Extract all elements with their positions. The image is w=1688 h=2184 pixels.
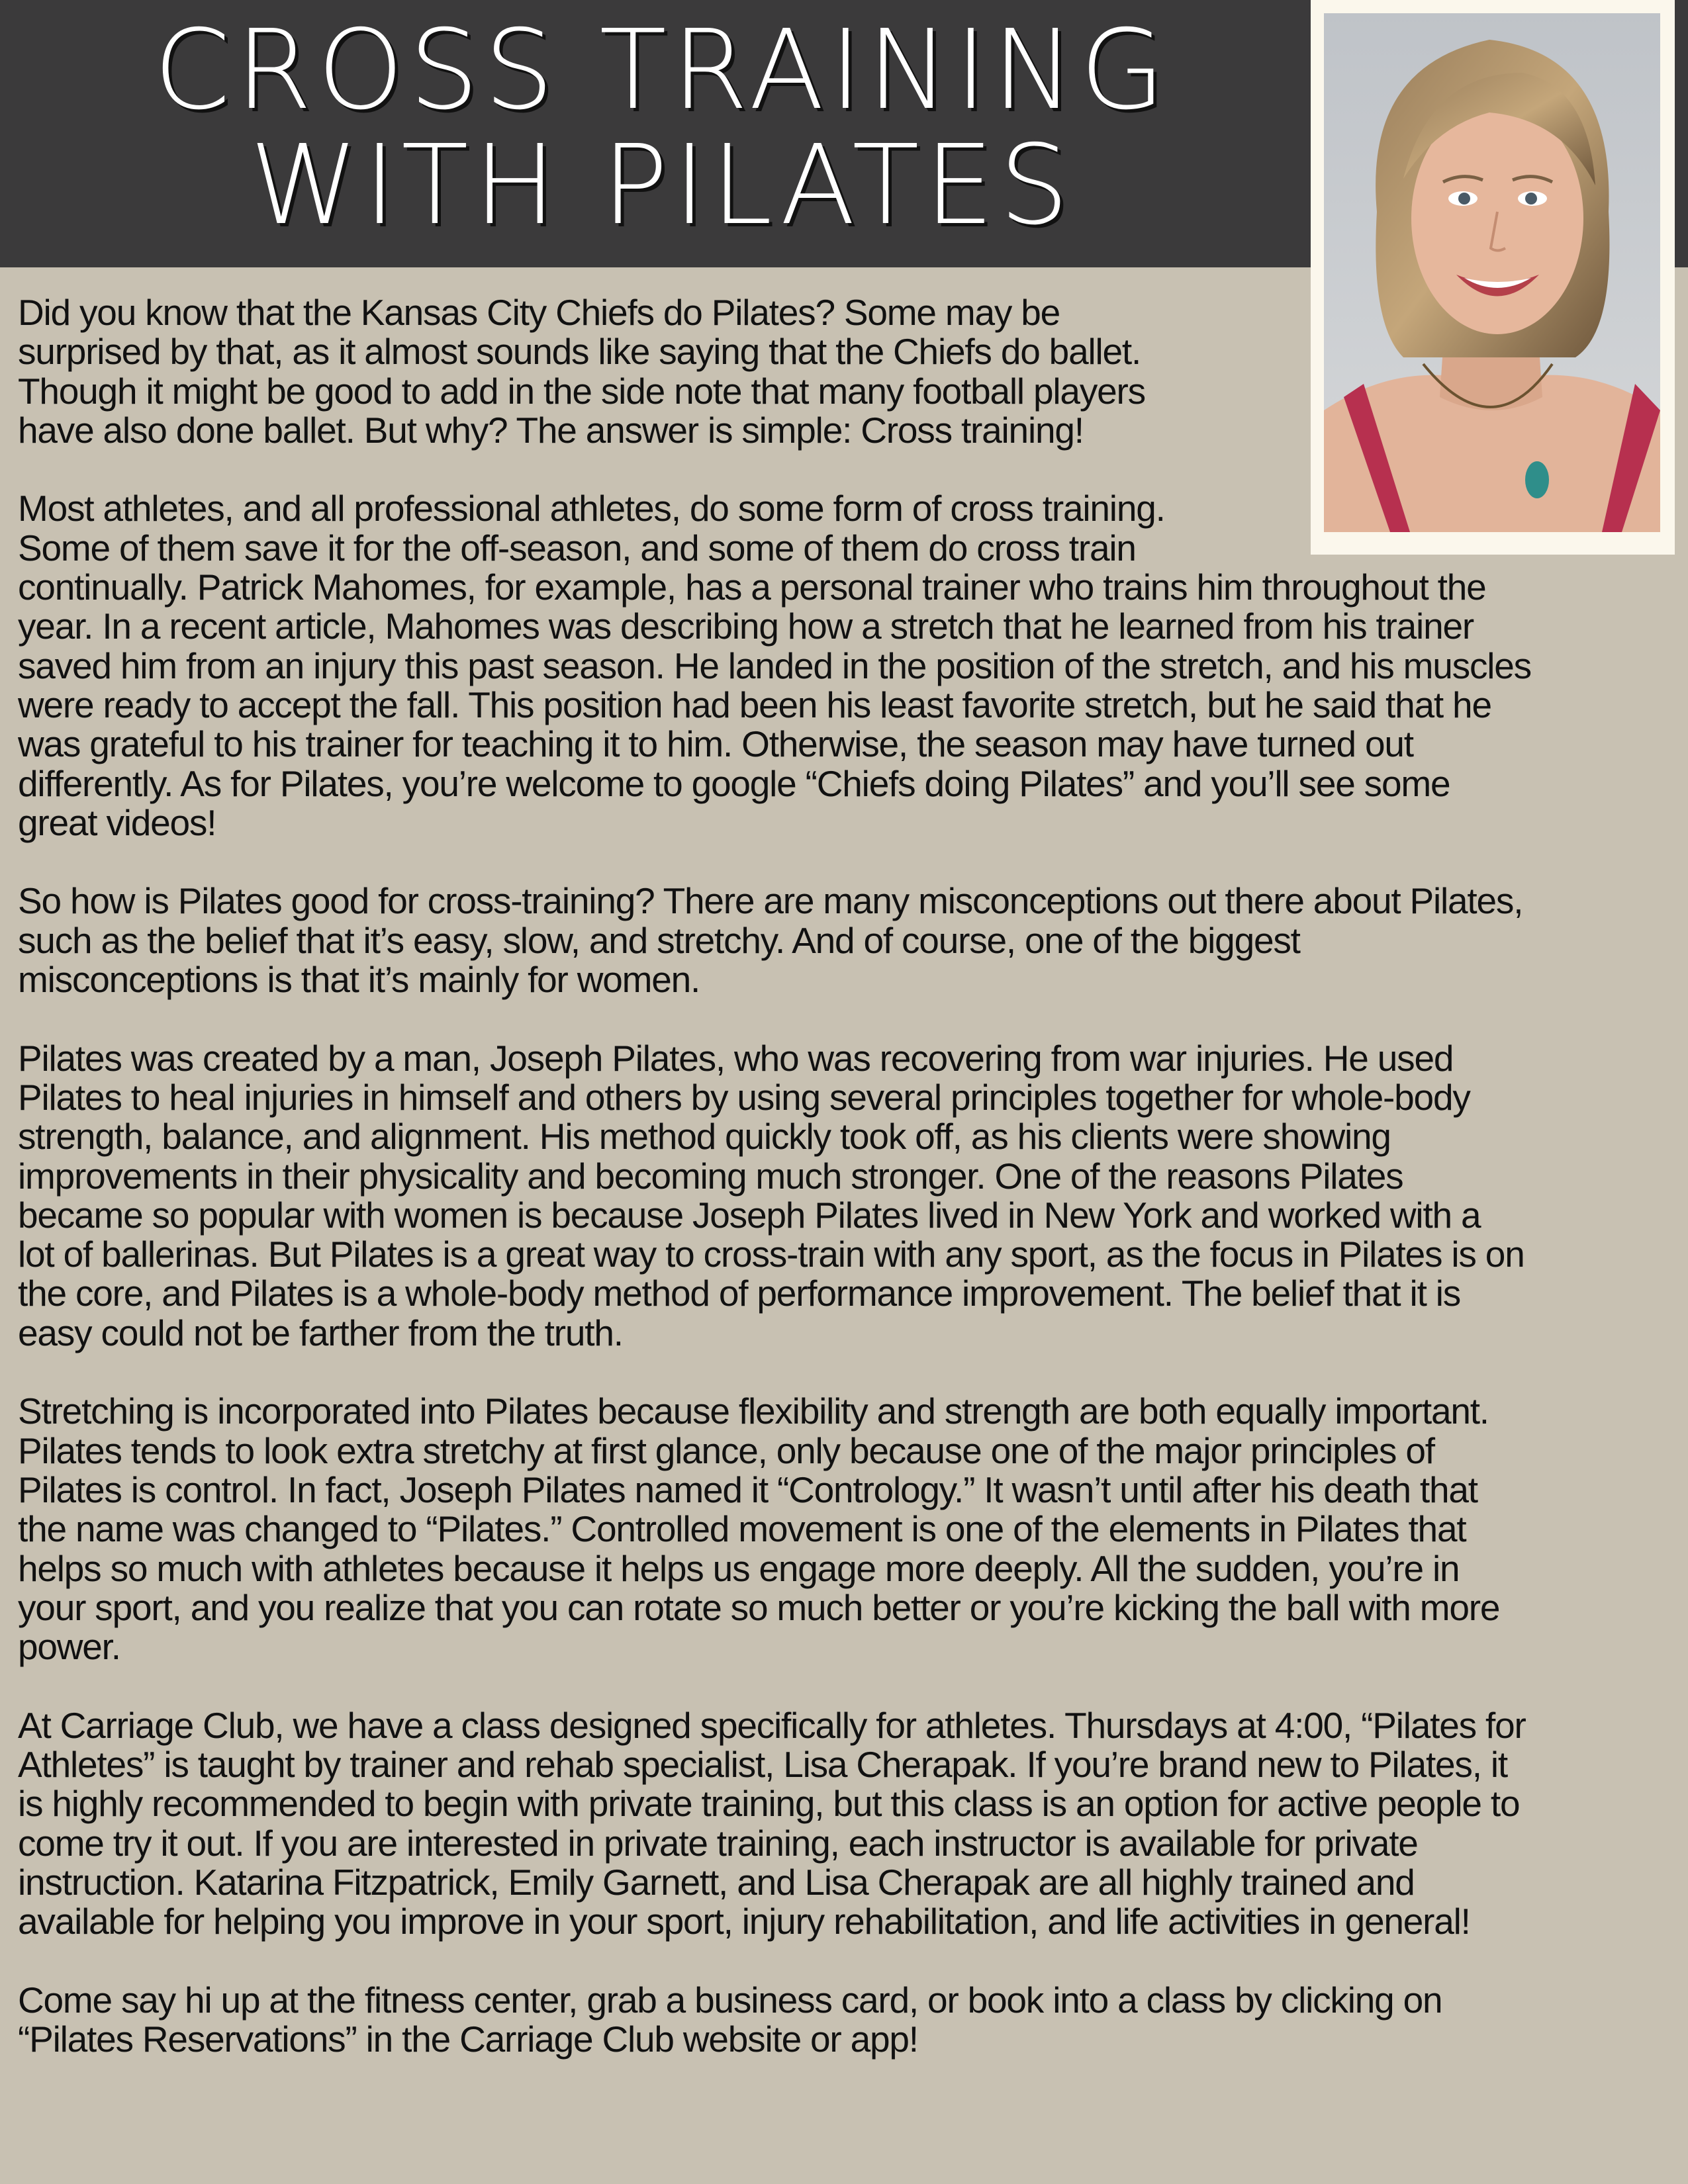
article-body: [18, 293, 1673, 2099]
paragraph-5: Stretching is incorporated into Pilates because flexibility and strength are both equally important. Pilates tends to look extra stretchy at first glance, only because one of the major principles of Pilates is control. In fact, Joseph Pilates named it “Contrology.” It wasn’t until after his death that the name was changed to “Pilates.” Controlled movement is one of the elements in Pilates that helps so much with athletes because it helps us engage more deeply. All the sudden, you’re in your sport, and you realize that you can rotate so much better or you’re kicking the ball with more power.: [18, 1390, 1500, 1668]
page-title: [0, 7, 1324, 250]
paragraph-4: Pilates was created by a man, Joseph Pilates, who was recovering from war injuries. He used Pilates to heal injuries in himself and others by using several principles together for whole-body strength, balance, and alignment. His method quickly took off, as his clients were showing improvements in their physicality and becoming much stronger. One of the reasons Pilates became so popular with women is because Joseph Pilates lived in New York and worked with a lot of ballerinas. But Pilates is a great way to cross-train with any sport, as the focus in Pilates is on the core, and Pilates is a whole-body method of performance improvement. The belief that it is easy could not be farther from the truth.: [18, 1037, 1524, 1353]
paragraph-6: At Carriage Club, we have a class designed specifically for athletes. Thursdays at 4:00, “Pilates for Athletes” is taught by trainer and rehab specialist, Lisa Cherapak. If you’re brand new to Pilates, it is highly recommended to begin with private training, but this class is an option for active people to come try it out. If you are interested in private training, each instructor is available for private instruction. Katarina Fitzpatrick, Emily Garnett, and Lisa Cherapak are all highly trained and available for helping you improve in your sport, injury rehabilitation, and life activities in general!: [18, 1704, 1526, 1942]
title-line-2: WITH PILATES: [250, 122, 1074, 250]
paragraph-7: Come say hi up at the fitness center, grab a business card, or book into a class by clicking on “Pilates Reservations” in the Carriage Club website or app!: [18, 1979, 1442, 2060]
paragraph-2: Most athletes, and all professional athletes, do some form of cross training. Some of them save it for the off-season, and some of them do cross train continually. Patrick Mahomes, for example, has a personal trainer who trains him throughout the year. In a recent article, Mahomes was describing how a stretch that he learned from his trainer saved him from an injury this past season. He landed in the position of the stretch, and his muscles were ready to accept the fall. This position had been his least favorite stretch, but he said that he was grateful to his trainer for teaching it to him. Otherwise, the season may have turned out differently. As for Pilates, you’re welcome to google “Chiefs doing Pilates” and you’ll see some great videos!: [18, 488, 1531, 843]
paragraph-1: Did you know that the Kansas City Chiefs do Pilates? Some may be surprised by that, as it almost sounds like saying that the Chiefs do ballet. Though it might be good to add in the side note that many football players have also done ballet. But why? The answer is simple: Cross training!: [18, 292, 1145, 451]
paragraph-3: So how is Pilates good for cross-training? There are many misconceptions out there about Pilates, such as the belief that it’s easy, slow, and stretchy. And of course, one of the biggest misconceptions is that it’s mainly for women.: [18, 880, 1523, 1001]
title-line-1: CROSS TRAINING: [154, 7, 1170, 134]
